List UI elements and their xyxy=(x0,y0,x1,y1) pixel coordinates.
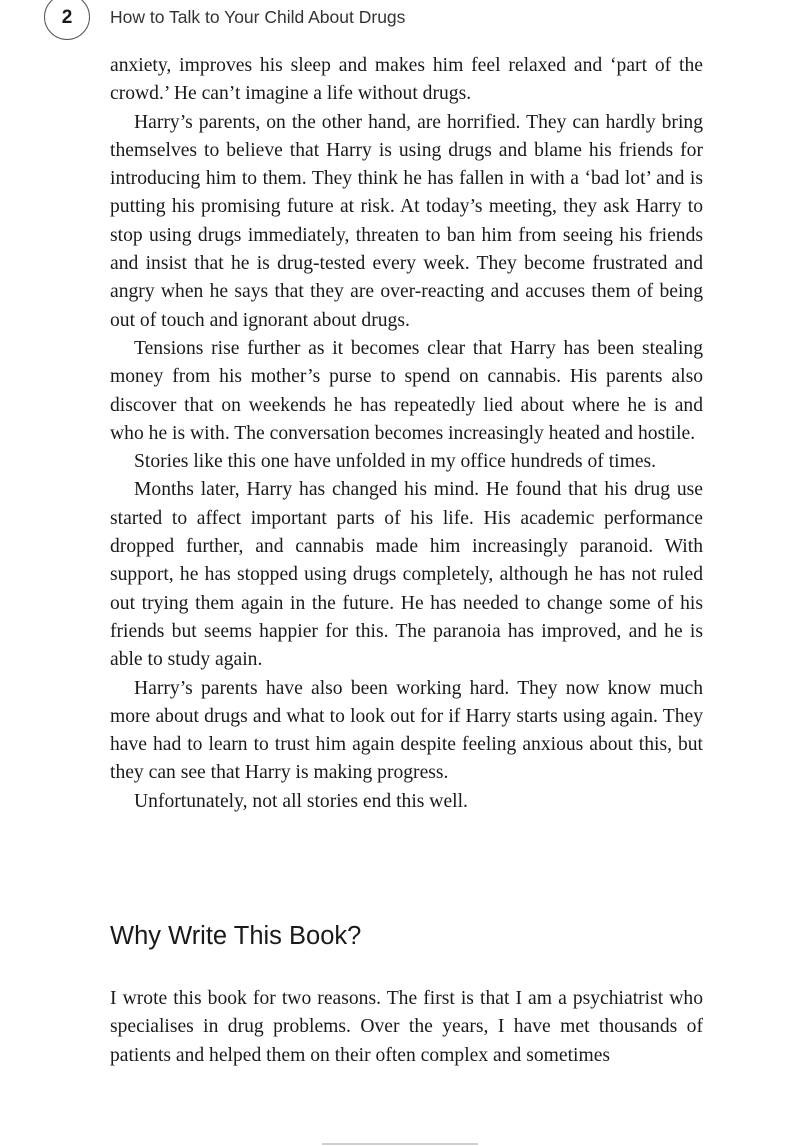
section-text xyxy=(110,985,703,1070)
paragraph: Stories like this one have unfolded in my office hundreds of times. xyxy=(134,451,657,473)
paragraph: anxiety, improves his sleep and makes him feel relaxed and ‘part of the crowd.’ He can’t imagine a life without drugs. xyxy=(110,55,703,105)
paragraph: Harry’s parents, on the other hand, are horrified. They can hardly bring themselves to believe that Harry is using drugs and blame his friends for introducing him to them. They think he has fallen in with a ‘bad lot’ and is putting his promising future at risk. At today’s meeting, they ask Harry to stop using drugs immediately, threaten to ban him from seeing his friends and insist that he is drug-tested every week. They become frustrated and angry when he says that they are over-reacting and accuses them of being out of touch and ignorant about drugs. xyxy=(110,111,703,331)
paragraph: I wrote this book for two reasons. The first is that I am a psychiatrist who specialises in drug problems. Over the years, I have met thousands of patients and helped them on their often complex and sometimes xyxy=(110,988,703,1066)
paragraph: Harry’s parents have also been working hard. They now know much more about drugs and what to look out for if Harry starts using again. They have had to learn to trust him again despite feeling anxious about this, but they can see that Harry is making progress. xyxy=(110,677,703,784)
paragraph: Months later, Harry has changed his mind. He found that his drug use started to affect important parts of his life. His academic performance dropped further, and cannabis made him increasingly paranoid. With support, he has stopped using drugs completely, although he has not ruled out trying them again in the future. He has needed to change some of his friends but seems happier for this. The paranoia has improved, and he is able to study again. xyxy=(110,479,703,671)
footer-rule xyxy=(322,1143,478,1145)
body-text xyxy=(110,52,703,816)
paragraph: Tensions rise further as it becomes clear that Harry has been stealing money from his mother’s purse to spend on cannabis. His parents also discover that on weekends he has repeatedly lied about where he is and who he is with. The conversation becomes increasingly heated and hostile. xyxy=(110,337,703,444)
section-heading: Why Write This Book? xyxy=(110,922,362,950)
running-head: How to Talk to Your Child About Drugs xyxy=(110,7,406,27)
page-number: 2 xyxy=(44,0,90,40)
paragraph: Unfortunately, not all stories end this well. xyxy=(134,790,468,812)
